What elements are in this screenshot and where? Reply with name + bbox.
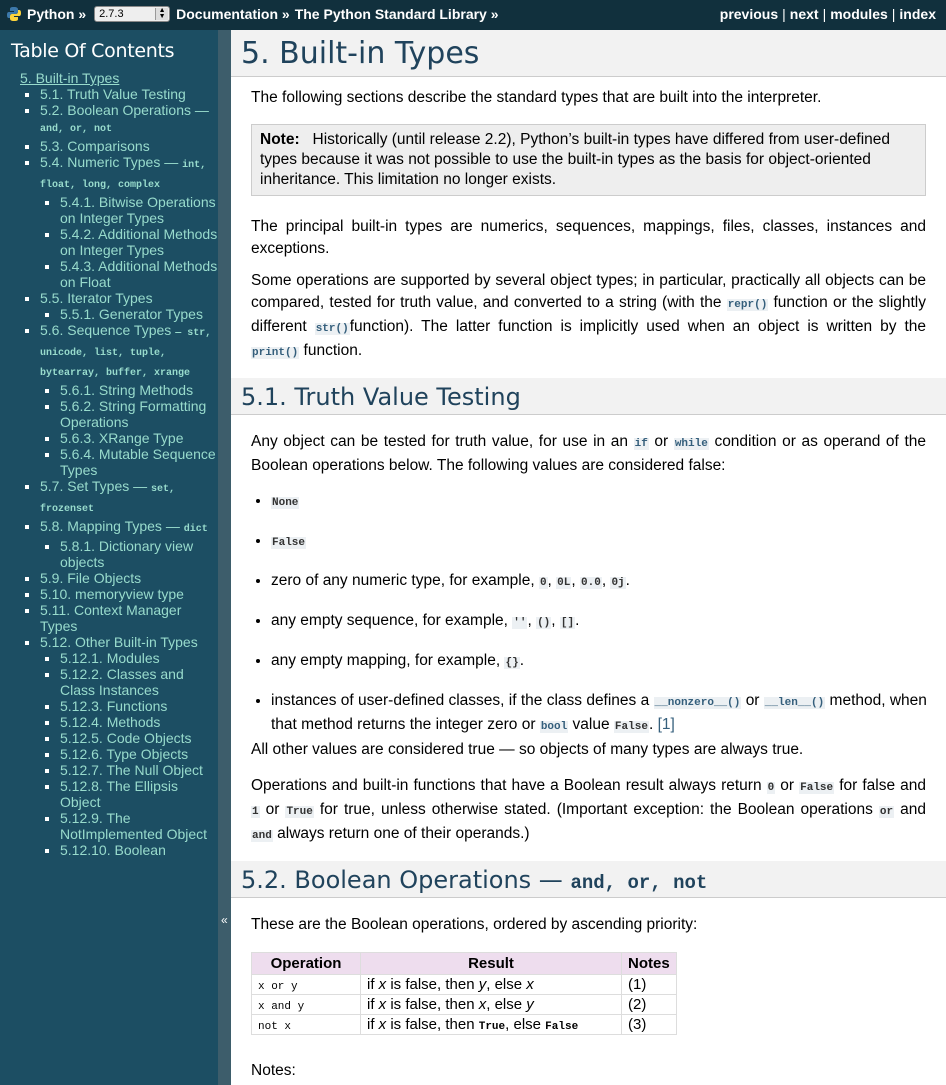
notes-cell: (2)	[622, 995, 677, 1015]
notes-cell: (3)	[622, 1015, 677, 1035]
table-header: Operation	[252, 953, 361, 975]
toc-item	[40, 602, 218, 634]
toc-link[interactable]: 5.5. Iterator Types	[40, 290, 153, 306]
toc-code: dict	[183, 524, 208, 535]
modules-link[interactable]: modules	[830, 6, 888, 22]
select-arrows-icon: ▲ ▼	[155, 8, 168, 20]
toc-link[interactable]: 5.12.6. Type Objects	[60, 746, 189, 762]
toc-item	[40, 478, 218, 518]
table-header: Result	[361, 953, 622, 975]
note-box	[251, 124, 926, 196]
toc-item	[40, 102, 218, 138]
toc-item	[40, 86, 218, 102]
toc-link[interactable]: 5.12.1. Modules	[60, 650, 160, 666]
list-item: • zero of any numeric type, for example, 0, 0L, 0.0, 0j.	[271, 570, 946, 594]
bool-link[interactable]: bool	[540, 721, 568, 733]
result-cell: if x is false, then True, else False	[361, 1015, 622, 1035]
result-cell: if x is false, then y, else x	[361, 975, 622, 995]
notes-cell: (1)	[622, 975, 677, 995]
next-link[interactable]: next	[789, 6, 819, 22]
page-title: 5. Built-in Types	[231, 30, 946, 77]
boolean-operations-table	[251, 952, 677, 1035]
toc-subitem	[60, 778, 218, 810]
toc-link[interactable]: 5.6. Sequence Types	[40, 322, 172, 338]
toc-subitem	[60, 430, 218, 446]
toc-link[interactable]: 5.4. Numeric Types —	[40, 154, 179, 170]
toc-subitem	[60, 398, 218, 430]
toc-subitem	[60, 382, 218, 398]
list-item: • False	[271, 530, 946, 554]
operation-cell: x and y	[252, 995, 361, 1015]
toc-link[interactable]: 5.4.3. Additional Methods on Float	[60, 258, 218, 290]
toc-item	[40, 322, 218, 478]
while-link[interactable]: while	[674, 438, 708, 450]
toc-item	[40, 570, 218, 586]
table-row	[252, 995, 677, 1015]
toc-subitem	[60, 226, 218, 258]
toc-code: set, frozenset	[40, 484, 176, 515]
truth-paragraph: Any object can be tested for truth value, for use in an if or while condition or as operand of the Boolean operations below. The following values are considered false:	[251, 433, 926, 474]
toc-subitem	[60, 666, 218, 698]
toc-link[interactable]: 5.6.1. String Methods	[60, 382, 194, 398]
toc-link[interactable]: 5.12.4. Methods	[60, 714, 161, 730]
toc-item	[40, 518, 218, 570]
toc-link[interactable]: 5.3. Comparisons	[40, 138, 150, 154]
toc-item	[40, 290, 218, 322]
python-home-link[interactable]: Python »	[27, 6, 87, 22]
toc-subitem	[60, 810, 218, 842]
sidebar-collapse-button[interactable]	[218, 30, 231, 1085]
note-label: Note:	[260, 131, 300, 148]
toc-link[interactable]: 5.6.3. XRange Type	[60, 430, 184, 446]
list-item: • any empty mapping, for example, {}.	[271, 650, 946, 674]
toc-link[interactable]: 5.6.2. String Formatting Operations	[60, 398, 207, 430]
separator: |	[822, 6, 827, 22]
toc-subitem	[60, 306, 218, 322]
boolean-result-paragraph: Operations and built-in functions that have a Boolean result always return 0 or False for false and 1 or True for true, unless otherwise stated. (Important exception: the Boolean operations or and and always return one of their operands.)	[251, 777, 926, 842]
footnote-link[interactable]: [1]	[657, 716, 675, 733]
toc-link[interactable]: 5.2. Boolean Operations —	[40, 102, 209, 118]
toc-subitem	[60, 762, 218, 778]
toc-code: and, or, not	[40, 124, 113, 135]
toc-link[interactable]: 5.12.10. Boolean	[60, 842, 166, 858]
toc-title: Table Of Contents	[11, 40, 175, 62]
toc-link[interactable]: 5. Built-in Types	[20, 70, 120, 86]
toc-subitem	[60, 650, 218, 666]
len-link[interactable]: __len__()	[764, 697, 825, 709]
separator: |	[891, 6, 896, 22]
table-row	[252, 975, 677, 995]
toc-link[interactable]: 5.6.4. Mutable Sequence Types	[60, 446, 216, 478]
operations-paragraph: Some operations are supported by several object types; in particular, practically all objects can be compared, tested for truth value, and converted to a string (with the repr() function or the slightly different str()function). The latter function is implicitly used when an object is written by the print() function.	[251, 272, 927, 359]
toc-link[interactable]: 5.12.9. The NotImplemented Object	[60, 810, 208, 842]
toc-link[interactable]: 5.5.1. Generator Types	[60, 306, 203, 322]
toc-subitem	[60, 446, 218, 478]
toc-subitem	[60, 730, 218, 746]
intro-paragraph: The following sections describe the standard types that are built into the interpreter.	[251, 89, 822, 106]
notes-label: Notes:	[251, 1062, 296, 1079]
result-cell: if x is false, then x, else y	[361, 995, 622, 1015]
index-link[interactable]: index	[899, 6, 936, 22]
version-value: 2.7.3	[99, 8, 124, 20]
toc-item	[40, 586, 218, 602]
main-content	[231, 30, 946, 1085]
toc-subitem	[60, 714, 218, 730]
toc-link[interactable]: 5.12. Other Built-in Types	[40, 634, 198, 650]
operation-cell: not x	[252, 1015, 361, 1035]
list-item: • None	[271, 490, 946, 514]
toc-link[interactable]: 5.8.1. Dictionary view objects	[60, 538, 194, 570]
table-row	[252, 1015, 677, 1035]
toc-link[interactable]: 5.8. Mapping Types —	[40, 518, 180, 534]
version-select[interactable]	[94, 6, 170, 22]
toc-subitem	[60, 258, 218, 290]
section-boolean-operations: 5.2. Boolean Operations — and, or, not	[231, 861, 946, 898]
false-values-list	[231, 490, 946, 738]
toc-subitem	[60, 746, 218, 762]
toc-link[interactable]: 5.11. Context Manager Types	[40, 602, 182, 634]
collapse-icon: «	[221, 913, 228, 927]
toc-link[interactable]: 5.12.7. The Null Object	[60, 762, 203, 778]
operation-cell: x or y	[252, 975, 361, 995]
toc-code: int, float, long, complex	[40, 160, 207, 191]
toc-link[interactable]: 5.4.2. Additional Methods on Integer Types	[60, 226, 218, 258]
toc-link[interactable]: 5.4.1. Bitwise Operations on Integer Types	[60, 194, 216, 226]
sidebar	[0, 30, 218, 1085]
section-truth-value-testing: 5.1. Truth Value Testing	[231, 378, 946, 415]
toc-link[interactable]: 5.10. memoryview type	[40, 586, 184, 602]
toc-item	[40, 154, 218, 290]
list-item: • any empty sequence, for example, '', (), [].	[271, 610, 946, 634]
breadcrumb-standard-library[interactable]: The Python Standard Library »	[294, 6, 499, 22]
toc-link[interactable]: 5.12.5. Code Objects	[60, 730, 192, 746]
top-navigation-bar	[0, 0, 946, 30]
toc-subitem	[60, 842, 218, 858]
toc-subitem	[60, 194, 218, 226]
toc-link[interactable]: 5.1. Truth Value Testing	[40, 86, 186, 102]
nonzero-link[interactable]: __nonzero__()	[654, 697, 741, 709]
str-link[interactable]: str()	[315, 323, 349, 335]
previous-link[interactable]: previous	[719, 6, 779, 22]
toc-item	[40, 138, 218, 154]
separator: |	[782, 6, 786, 22]
toc-link[interactable]: 5.12.3. Functions	[60, 698, 168, 714]
principal-types-paragraph: The principal built-in types are numerics, sequences, mappings, files, classes, instances and exceptions.	[251, 218, 926, 257]
breadcrumb-documentation[interactable]: Documentation »	[176, 6, 290, 22]
toc-link[interactable]: 5.9. File Objects	[40, 570, 142, 586]
if-link[interactable]: if	[634, 438, 648, 450]
true-paragraph: All other values are considered true — so objects of many types are always true.	[251, 741, 804, 758]
python-logo-icon	[6, 6, 22, 22]
note-text: Historically (until release 2.2), Python’s built-in types have differed from user-defined types because it was not possible to use the built-in types as the basis for object-oriented inheritance. This limitation no longer exists.	[260, 131, 891, 188]
repr-link[interactable]: repr()	[727, 299, 768, 311]
toc-code: — str, unicode, list, tuple, bytearray, buffer, xrange	[40, 328, 212, 379]
toc-item	[40, 634, 218, 858]
table-header: Notes	[622, 953, 677, 975]
print-link[interactable]: print()	[252, 347, 299, 359]
toc-subitem	[60, 538, 218, 570]
table-of-contents	[0, 70, 218, 858]
list-item: • instances of user-defined classes, if the class defines a __nonzero__() or __len__() method, when that method returns the integer zero or bool value False. [1]	[271, 690, 946, 738]
boolean-ops-intro: These are the Boolean operations, ordered by ascending priority:	[251, 916, 698, 933]
toc-root	[20, 70, 218, 858]
toc-link[interactable]: 5.12.2. Classes and Class Instances	[60, 666, 184, 698]
toc-link[interactable]: 5.7. Set Types —	[40, 478, 148, 494]
toc-subitem	[60, 698, 218, 714]
toc-link[interactable]: 5.12.8. The Ellipsis Object	[60, 778, 179, 810]
